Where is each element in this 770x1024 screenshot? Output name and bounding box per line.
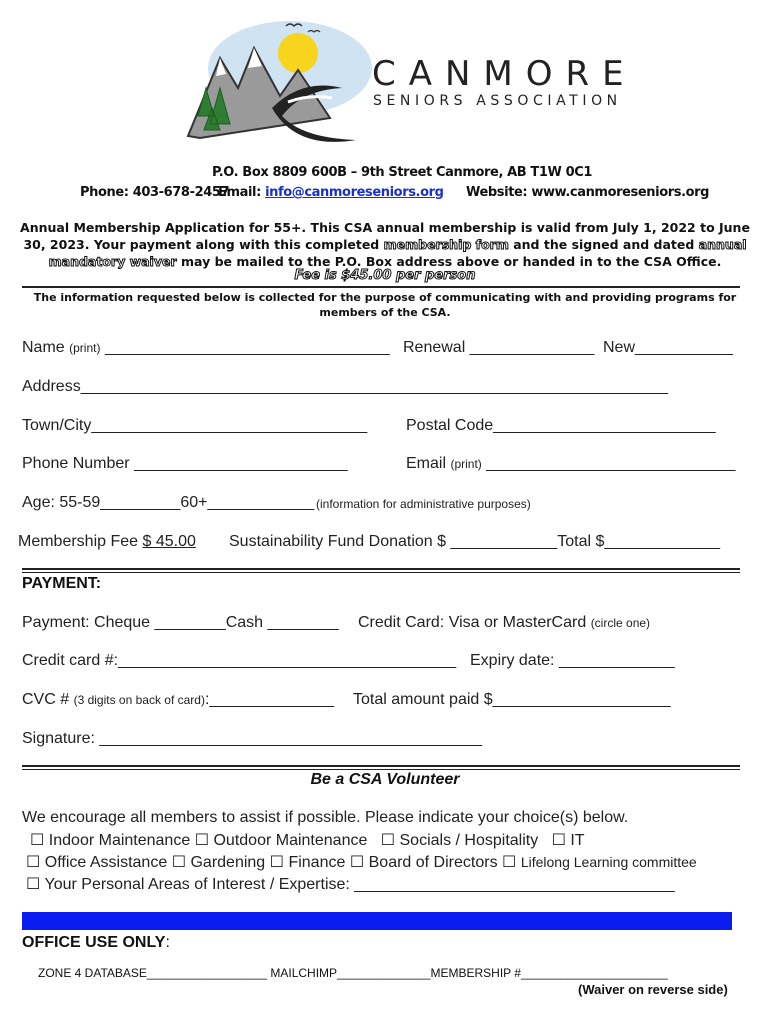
intro-text-2: and the signed and dated — [508, 237, 699, 252]
new-field[interactable]: New___________ — [603, 339, 733, 356]
credit-card-label: Credit Card: Visa or MasterCard — [358, 614, 587, 631]
option-lifelong: Lifelong Learning committee — [520, 854, 697, 870]
volunteer-heading: Be a CSA Volunteer — [310, 771, 460, 788]
checkbox-it[interactable]: ☐ — [551, 832, 566, 849]
volunteer-row-3 — [26, 874, 675, 894]
payment-heading: PAYMENT: — [22, 575, 102, 592]
email-line — [218, 185, 444, 200]
cvc-hint: (3 digits on back of card) — [73, 693, 205, 707]
option-board: Board of Directors — [368, 854, 498, 871]
intro-text-1: Annual Membership Application for 55+. This CSA annual membership is valid from July 1, 2022 to June 30, 2023. Your payment along with this completed — [20, 220, 750, 252]
option-indoor: Indoor Maintenance — [48, 832, 191, 849]
renewal-field[interactable]: Renewal ______________ — [403, 339, 595, 356]
divider-top — [22, 286, 740, 288]
checkbox-gardening[interactable]: ☐ — [171, 854, 187, 871]
volunteer-row-1 — [30, 830, 585, 850]
volunteer-intro: We encourage all members to assist if possible. Please indicate your choice(s) below. — [22, 809, 629, 826]
name-label: Name — [22, 339, 65, 356]
waiver-text: annual mandatory waiver — [48, 237, 747, 269]
office-bar — [22, 912, 732, 930]
total-paid-field[interactable]: Total amount paid $____________________ — [353, 691, 671, 708]
membership-form-text: membership form — [383, 237, 509, 252]
circle-one-hint: (circle one) — [590, 616, 651, 630]
option-outdoor: Outdoor Maintenance — [213, 832, 368, 849]
postal-code-field[interactable]: Postal Code_________________________ — [406, 417, 716, 434]
email-link[interactable]: info@canmoreseniors.org — [265, 185, 444, 200]
checkbox-personal[interactable]: ☐ — [26, 876, 41, 893]
age-hint: (information for administrative purposes) — [316, 497, 531, 511]
org-subtitle: SENIORS ASSOCIATION — [373, 93, 622, 109]
office-use-label: OFFICE USE ONLY — [22, 934, 166, 951]
intro-paragraph — [18, 219, 752, 270]
name-hint: (print) — [69, 341, 101, 355]
membership-fee — [18, 533, 196, 551]
email-field-line: ____________________________ — [486, 455, 736, 472]
fee-label: Membership Fee — [18, 533, 139, 550]
option-socials: Socials / Hospitality — [399, 832, 539, 849]
donation-field[interactable]: Sustainability Fund Donation $ ____________Total $_____________ — [229, 533, 721, 550]
payment-method-field[interactable]: Payment: Cheque ________Cash ________ — [22, 614, 339, 631]
name-line: ________________________________ — [104, 339, 390, 356]
waiver-note: (Waiver on reverse side) — [578, 982, 728, 997]
org-name: CANMORE — [372, 54, 637, 94]
fee-value: $ 45.00 — [142, 533, 196, 550]
email-label: Email: — [218, 185, 261, 200]
address-field[interactable]: Address__________________________________________________________________ — [22, 378, 668, 395]
name-field[interactable] — [22, 339, 390, 357]
privacy-notice: The information requested below is collected for the purpose of communicating with and providing programs for members of the CSA. — [33, 291, 737, 319]
divider-volunteer-2 — [22, 769, 740, 770]
expiry-field[interactable]: Expiry date: _____________ — [470, 652, 675, 669]
phone-number: Phone: 403-678-2457 — [80, 185, 230, 200]
cvc-label: CVC # — [22, 691, 70, 708]
fee-notice: Fee is $45.00 per person — [294, 268, 476, 283]
age-field[interactable]: Age: 55-59_________60+____________ — [22, 494, 315, 511]
office-use-colon: : — [165, 934, 170, 951]
divider-payment — [22, 568, 740, 570]
option-personal[interactable]: Your Personal Areas of Interest / Expertise: ____________________________________ — [44, 876, 675, 893]
email-field-label: Email — [406, 455, 447, 472]
checkbox-socials[interactable]: ☐ — [380, 832, 396, 849]
volunteer-row-2 — [26, 852, 697, 872]
town-field[interactable]: Town/City_______________________________ — [22, 417, 368, 434]
divider-volunteer — [22, 765, 740, 767]
cvc-line: :______________ — [204, 691, 335, 708]
option-office: Office Assistance — [44, 854, 168, 871]
checkbox-finance[interactable]: ☐ — [269, 854, 284, 871]
email-hint: (print) — [450, 457, 482, 471]
office-use-heading — [22, 934, 170, 952]
cvc-field[interactable] — [22, 691, 334, 709]
phone-field[interactable]: Phone Number ________________________ — [22, 455, 348, 472]
email-field[interactable] — [406, 455, 735, 473]
checkbox-board[interactable]: ☐ — [349, 854, 365, 871]
office-database-fields[interactable]: ZONE 4 DATABASE__________________ MAILCHIMP______________MEMBERSHIP #______________________ — [38, 966, 668, 980]
option-finance: Finance — [288, 854, 346, 871]
mailing-address: P.O. Box 8809 600B – 9th Street Canmore, AB T1W 0C1 — [212, 165, 593, 180]
option-it: IT — [570, 832, 585, 849]
checkbox-office[interactable]: ☐ — [26, 854, 41, 871]
credit-card-type[interactable] — [358, 614, 650, 632]
option-gardening: Gardening — [190, 854, 266, 871]
checkbox-lifelong[interactable]: ☐ — [502, 854, 517, 871]
intro-text-3: may be mailed to the P.O. Box address above or handed in to the CSA Office. — [176, 254, 722, 269]
divider-payment-2 — [22, 572, 740, 573]
card-number-field[interactable]: Credit card #:______________________________________ — [22, 652, 457, 669]
checkbox-outdoor[interactable]: ☐ — [194, 832, 210, 849]
signature-field[interactable]: Signature: ___________________________________________ — [22, 730, 483, 747]
canmore-logo — [180, 18, 380, 148]
website-text: Website: www.canmoreseniors.org — [466, 185, 710, 200]
checkbox-indoor[interactable]: ☐ — [30, 832, 45, 849]
